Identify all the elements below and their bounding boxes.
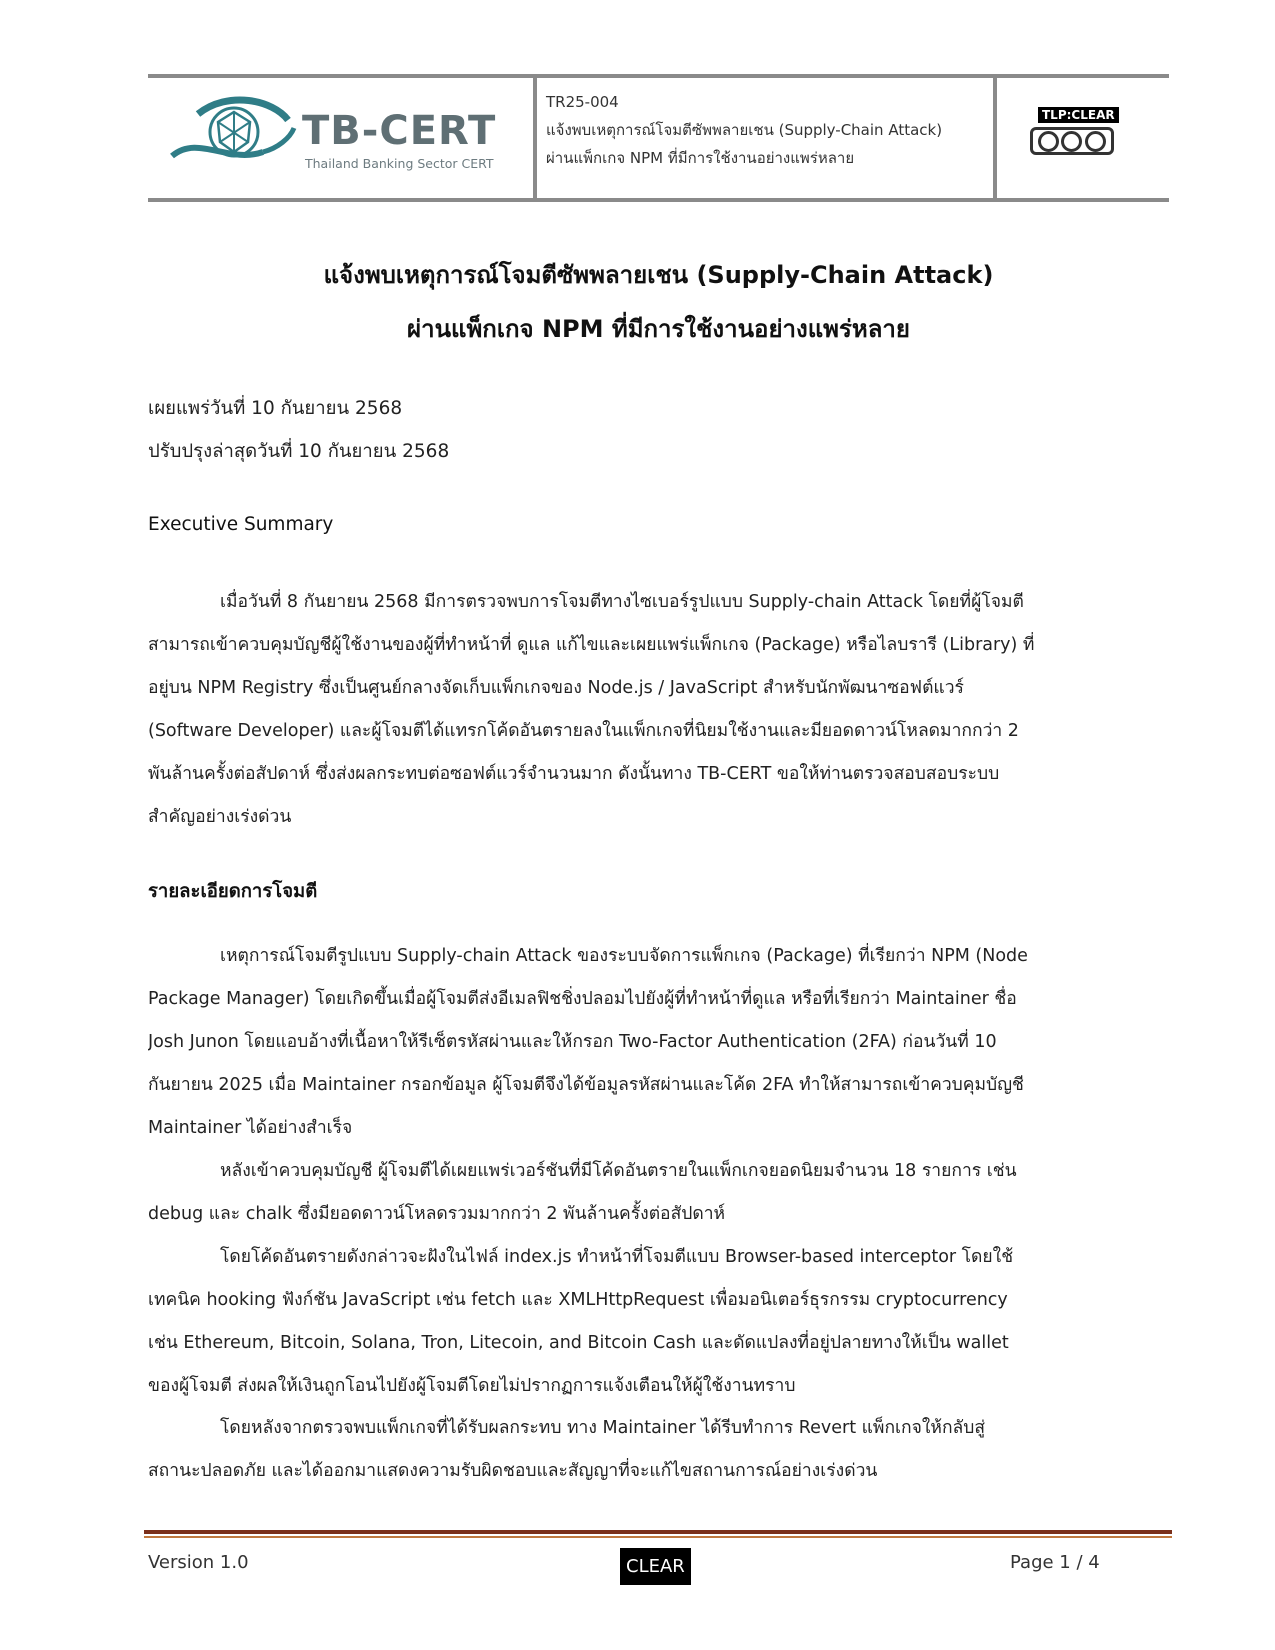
text-line: อยู่บน NPM Registry ซึ่งเป็นศูนย์กลางจัดเก็บแพ็กเกจของ Node.js / JavaScript สำหรับนักพัฒนาซอฟต์แวร์ xyxy=(148,678,964,698)
text-line: หลังเข้าควบคุมบัญชี ผู้โจมตีได้เผยแพร่เวอร์ชันที่มีโค้ดอันตรายในแพ็กเกจยอดนิยมจำนวน 18 รายการ เช่น xyxy=(220,1161,1017,1181)
tlp-badge xyxy=(1030,104,1120,155)
text-line: สถานะปลอดภัย และได้ออกมาแสดงความรับผิดชอบและสัญญาที่จะแก้ไขสถานการณ์อย่างเร่งด่วน xyxy=(148,1461,878,1481)
header-divider xyxy=(993,74,997,202)
attack-details-paragraph-4 xyxy=(148,1407,1169,1493)
header-divider xyxy=(533,74,537,202)
footer-page-number: Page 1 / 4 xyxy=(1010,1552,1100,1573)
attack-details-heading: รายละเอียดการโจมตี xyxy=(148,881,318,902)
document-title-line-2: ผ่านแพ็กเกจ NPM ที่มีการใช้งานอย่างแพร่หลาย xyxy=(546,149,855,167)
document-header xyxy=(148,74,1169,202)
light-circle xyxy=(1061,131,1082,152)
document-title-line-1: แจ้งพบเหตุการณ์โจมตีซัพพลายเชน (Supply-Chain Attack) xyxy=(546,121,943,139)
updated-date: ปรับปรุงล่าสุดวันที่ 10 กันยายน 2568 xyxy=(148,441,450,462)
logo-name: TB-CERT xyxy=(302,108,497,154)
publication-dates xyxy=(148,387,449,473)
attack-details-paragraph-3 xyxy=(148,1236,1169,1408)
tlp-label: TLP:CLEAR xyxy=(1038,107,1119,123)
text-line: เช่น Ethereum, Bitcoin, Solana, Tron, Litecoin, and Bitcoin Cash และดัดแปลงที่อยู่ปลายทางให้เป็น wallet xyxy=(148,1333,1009,1353)
title-line-1: แจ้งพบเหตุการณ์โจมตีซัพพลายเชน (Supply-Chain Attack) xyxy=(323,261,994,289)
text-line: สามารถเข้าควบคุมบัญชีผู้ใช้งานของผู้ที่ทำหน้าที่ ดูแล แก้ไขและเผยแพร่แพ็กเกจ (Package) หรือไลบรารี (Library) ที่ xyxy=(148,635,1035,655)
text-line: โดยโค้ดอันตรายดังกล่าวจะฝังในไฟล์ index.js ทำหน้าที่โจมตีแบบ Browser-based interceptor โดยใช้ xyxy=(220,1247,1014,1267)
text-line: โดยหลังจากตรวจพบแพ็กเกจที่ได้รับผลกระทบ ทาง Maintainer ได้รีบทำการ Revert แพ็กเกจให้กลับสู่ xyxy=(220,1418,986,1438)
text-line: เมื่อวันที่ 8 กันยายน 2568 มีการตรวจพบการโจมตีทางไซเบอร์รูปแบบ Supply-chain Attack โดยที่ผู้โจมตี xyxy=(220,592,1024,612)
footer-version: Version 1.0 xyxy=(148,1552,249,1573)
executive-summary-heading: Executive Summary xyxy=(148,514,334,535)
attack-details-paragraph-1 xyxy=(148,935,1169,1150)
logo-subtitle: Thailand Banking Sector CERT xyxy=(305,156,494,171)
text-line: Package Manager) โดยเกิดขึ้นเมื่อผู้โจมตีส่งอีเมลฟิชชิ่งปลอมไปยังผู้ที่ทำหน้าที่ดูแล หรือที่เรียกว่า Maintainer ชื่อ xyxy=(148,989,1017,1009)
text-line: เหตุการณ์โจมตีรูปแบบ Supply-chain Attack ของระบบจัดการแพ็กเกจ (Package) ที่เรียกว่า NPM (Node xyxy=(220,946,1028,966)
tb-cert-logo-icon xyxy=(168,94,298,182)
text-line: debug และ chalk ซึ่งมียอดดาวน์โหลดรวมมากกว่า 2 พันล้านครั้งต่อสัปดาห์ xyxy=(148,1204,726,1224)
header-top-rule xyxy=(148,74,1169,78)
document-info xyxy=(546,88,986,172)
tb-cert-logo xyxy=(168,94,513,182)
text-line: พันล้านครั้งต่อสัปดาห์ ซึ่งส่งผลกระทบต่อซอฟต์แวร์จำนวนมาก ดังนั้นทาง TB-CERT ขอให้ท่านตรวจสอบสอบระบบ xyxy=(148,764,1000,784)
attack-details-paragraph-2 xyxy=(148,1150,1169,1236)
executive-summary-paragraph xyxy=(148,581,1169,839)
traffic-light-icon xyxy=(1030,127,1114,155)
light-circle xyxy=(1038,131,1059,152)
text-line: Maintainer ได้อย่างสำเร็จ xyxy=(148,1118,353,1138)
document-id: TR25-004 xyxy=(546,93,619,111)
header-bottom-rule xyxy=(148,198,1169,202)
text-line: ของผู้โจมตี ส่งผลให้เงินถูกโอนไปยังผู้โจมตีโดยไม่ปรากฏการแจ้งเตือนให้ผู้ใช้งานทราบ xyxy=(148,1376,796,1396)
title-line-2: ผ่านแพ็กเกจ NPM ที่มีการใช้งานอย่างแพร่หลาย xyxy=(407,315,910,343)
text-line: Josh Junon โดยแอบอ้างที่เนื้อหาให้รีเซ็ตรหัสผ่านและให้กรอก Two-Factor Authentication (2FA) ก่อนวันที่ 10 xyxy=(148,1032,997,1052)
text-line: สำคัญอย่างเร่งด่วน xyxy=(148,807,292,827)
published-date: เผยแพร่วันที่ 10 กันยายน 2568 xyxy=(148,398,403,419)
text-line: (Software Developer) และผู้โจมตีได้แทรกโค้ดอันตรายลงในแพ็กเกจที่นิยมใช้งานและมียอดดาวน์โหลดมากกว่า 2 xyxy=(148,721,1019,741)
text-line: เทคนิค hooking ฟังก์ชัน JavaScript เช่น fetch และ XMLHttpRequest เพื่อมอนิเตอร์ธุรกรรม cryptocurrency xyxy=(148,1290,1008,1310)
footer-classification-badge: CLEAR xyxy=(620,1548,691,1585)
page-title xyxy=(148,248,1169,356)
light-circle xyxy=(1085,131,1106,152)
text-line: กันยายน 2025 เมื่อ Maintainer กรอกข้อมูล ผู้โจมตีจึงได้ข้อมูลรหัสผ่านและโค้ด 2FA ทำให้สามารถเข้าควบคุมบัญชี xyxy=(148,1075,1024,1095)
footer-rule xyxy=(144,1530,1172,1538)
